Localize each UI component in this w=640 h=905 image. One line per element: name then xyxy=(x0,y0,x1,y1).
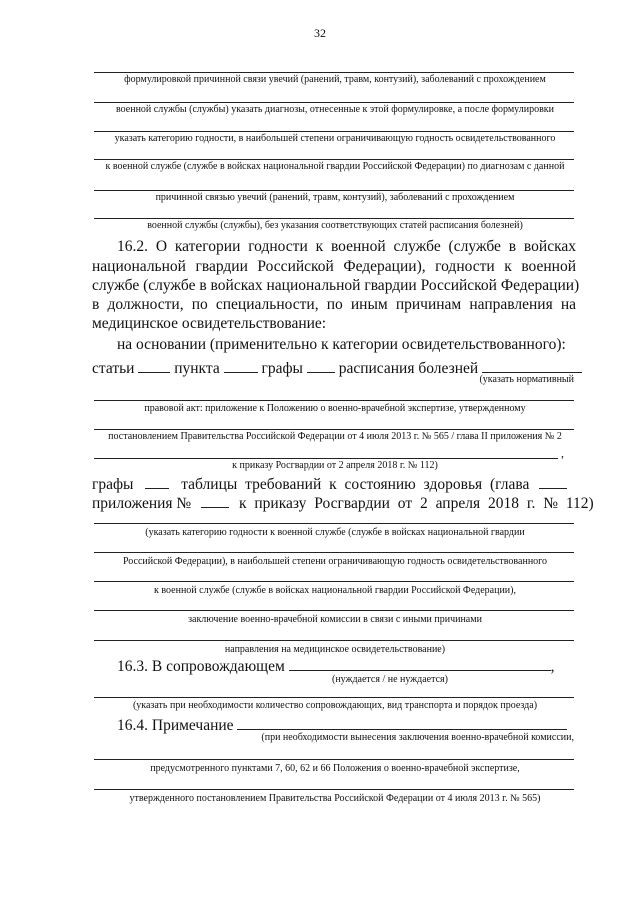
caption-text: (нуждается / не нуждается) xyxy=(332,674,448,685)
fill-underline xyxy=(94,552,574,553)
basis-line: на основании (применительно к категории освидетельствованного): xyxy=(117,336,566,353)
fill-underline xyxy=(94,72,574,73)
paragraph-16-2-line: медицинское освидетельствование: xyxy=(92,315,327,332)
label-note: 16.4. Примечание xyxy=(117,717,234,734)
caption-text: формулировкой причинной связи увечий (ранений, травм, контузий), заболеваний с прохождением xyxy=(124,74,546,85)
label-article: статьи xyxy=(92,360,135,377)
comma: , xyxy=(561,446,564,460)
caption-text: указать категорию годности, в наибольшей степени ограничивающую годность освидетельствованного xyxy=(114,133,556,144)
column-blank[interactable] xyxy=(145,474,169,489)
fill-underline xyxy=(94,610,574,611)
escort-blank[interactable] xyxy=(289,656,551,671)
label-appendix: приложения № xyxy=(92,495,192,512)
fill-underline xyxy=(94,190,574,191)
caption-text: к военной службе (службе в войсках национальной гвардии Российской Федерации), xyxy=(154,585,516,596)
caption-text: направления на медицинское освидетельствование) xyxy=(224,644,446,655)
caption-text: постановлением Правительства Российской Федерации от 4 июля 2013 г. № 565 / глава II приложения № 2 xyxy=(108,431,562,442)
caption-text: причинной связью увечий (ранений, травм, контузий), заболеваний с прохождением xyxy=(155,192,515,203)
paragraph-16-2-line: в должности, по специальности, по иным причинам направления на xyxy=(92,296,576,313)
note-blank[interactable] xyxy=(237,715,567,730)
fill-underline xyxy=(94,523,574,524)
caption-text: (указать категорию годности к военной службе (службе в войсках национальной гвардии xyxy=(145,527,525,538)
paragraph-16-2-line: национальной гвардии Российской Федерации), годности к военной xyxy=(92,258,576,275)
table-requirements-line xyxy=(92,474,576,494)
fill-underline xyxy=(94,458,558,459)
fill-underline xyxy=(94,581,574,582)
label-column: графы xyxy=(92,476,134,493)
column-blank[interactable] xyxy=(307,358,335,373)
paragraph-16-2-line: службе (службе в войсках национальной гвардии Российской Федерации) xyxy=(92,277,580,294)
article-blank[interactable] xyxy=(138,358,170,373)
caption-text: заключение военно-врачебной комиссии в связи с иными причинами xyxy=(188,614,482,625)
caption-text: военной службы (службы), без указания соответствующих статей расписания болезней) xyxy=(147,220,523,231)
caption-text: предусмотренного пунктами 7, 60, 62 и 66 Положения о военно-врачебной экспертизе, xyxy=(150,763,520,774)
fill-underline xyxy=(94,102,574,103)
label-order: к приказу Росгвардии от 2 апреля 2018 г. № 112) xyxy=(238,495,594,512)
fill-underline xyxy=(94,429,574,430)
caption-text: к приказу Росгвардии от 2 апреля 2018 г. № 112) xyxy=(232,460,438,471)
label-escort: 16.3. В сопровождающем xyxy=(117,658,285,675)
fill-underline xyxy=(94,640,574,641)
comma: , xyxy=(550,658,555,675)
caption-text: правовой акт: приложение к Положению о военно-врачебной экспертизе, утвержденному xyxy=(144,403,526,414)
fill-underline xyxy=(94,759,574,760)
fill-underline xyxy=(94,131,574,132)
label-point: пункта xyxy=(174,360,220,377)
caption-text: к военной службе (службе в войсках национальной гвардии Российской Федерации) по диагнозам с данной xyxy=(105,161,565,172)
caption-text: (указать нормативный xyxy=(479,374,574,385)
caption-text: (при необходимости вынесения заключения военно-врачебной комиссии, xyxy=(261,732,574,743)
fill-underline xyxy=(94,218,574,219)
caption-text: утвержденного постановлением Правительства Российской Федерации от 4 июля 2013 г. № 565) xyxy=(129,793,541,804)
caption-text: (указать при необходимости количество сопровождающих, вид транспорта и порядок проезда) xyxy=(132,700,538,711)
caption-text: военной службы (службы) указать диагнозы, отнесенные к этой формулировке, а после формулировки xyxy=(116,104,554,115)
label-disease-schedule: расписания болезней xyxy=(338,360,479,377)
page-number: 32 xyxy=(314,26,326,40)
disease-schedule-blank[interactable] xyxy=(482,358,582,373)
fill-underline xyxy=(94,789,574,790)
appendix-line xyxy=(92,493,594,513)
fill-underline xyxy=(94,697,574,698)
fill-underline xyxy=(94,159,574,160)
label-column: графы xyxy=(261,360,303,377)
fill-underline xyxy=(94,400,574,401)
chapter-blank[interactable] xyxy=(539,474,567,489)
label-table: таблицы требований к состоянию здоровья (глава xyxy=(181,476,530,493)
point-blank[interactable] xyxy=(224,358,258,373)
caption-text: Российской Федерации), в наибольшей степени ограничивающую годность освидетельствованного xyxy=(122,556,548,567)
paragraph-16-2-line: 16.2. О категории годности к военной службе (службе в войсках xyxy=(117,238,576,255)
appendix-blank[interactable] xyxy=(201,493,229,508)
paragraph-16-3 xyxy=(117,656,576,676)
